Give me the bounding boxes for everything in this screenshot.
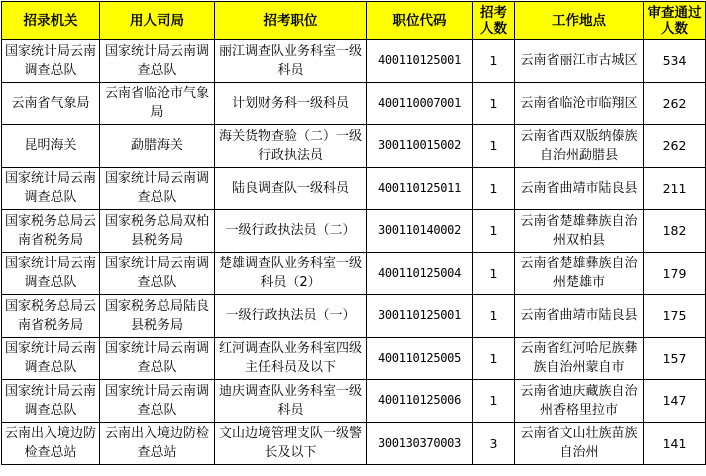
- cell-agency: 国家统计局云南调查总队: [2, 337, 100, 380]
- cell-agency: 云南省气象局: [2, 82, 100, 125]
- cell-location: 云南省迪庆藏族自治州香格里拉市: [515, 380, 644, 423]
- cell-code: 400110125004: [367, 252, 473, 295]
- cell-passed: 534: [644, 40, 706, 83]
- table-row: [2, 422, 706, 465]
- table-header-row: [2, 2, 706, 40]
- cell-quota: 1: [473, 82, 515, 125]
- cell-code: 400110007001: [367, 82, 473, 125]
- cell-quota: 3: [473, 422, 515, 465]
- cell-location: 云南省临沧市临翔区: [515, 82, 644, 125]
- header-position: 招考职位: [215, 2, 367, 40]
- cell-agency: 国家统计局云南调查总队: [2, 167, 100, 210]
- table-body: [2, 40, 706, 465]
- cell-quota: 1: [473, 252, 515, 295]
- cell-code: 300110015002: [367, 125, 473, 168]
- cell-quota: 1: [473, 295, 515, 338]
- header-employer: 用人司局: [100, 2, 215, 40]
- header-agency: 招录机关: [2, 2, 100, 40]
- cell-employer: 勐腊海关: [100, 125, 215, 168]
- recruitment-table: [1, 1, 706, 465]
- cell-passed: 141: [644, 422, 706, 465]
- cell-employer: 国家税务总局双柏县税务局: [100, 210, 215, 253]
- cell-position: 文山边境管理支队一级警长及以下: [215, 422, 367, 465]
- cell-passed: 182: [644, 210, 706, 253]
- cell-agency: 国家税务总局云南省税务局: [2, 210, 100, 253]
- cell-passed: 211: [644, 167, 706, 210]
- table-row: [2, 210, 706, 253]
- header-quota: 招考人数: [473, 2, 515, 40]
- cell-code: 300130370003: [367, 422, 473, 465]
- cell-quota: 1: [473, 167, 515, 210]
- cell-position: 海关货物查验（二）一级行政执法员: [215, 125, 367, 168]
- cell-passed: 179: [644, 252, 706, 295]
- cell-position: 丽江调查队业务科室一级科员: [215, 40, 367, 83]
- cell-employer: 国家统计局云南调查总队: [100, 40, 215, 83]
- cell-position: 一级行政执法员（一）: [215, 295, 367, 338]
- cell-agency: 国家税务总局云南省税务局: [2, 295, 100, 338]
- cell-position: 红河调查队业务科室四级主任科员及以下: [215, 337, 367, 380]
- cell-location: 云南省文山壮族苗族自治州: [515, 422, 644, 465]
- cell-position: 陆良调查队一级科员: [215, 167, 367, 210]
- table-row: [2, 295, 706, 338]
- table-row: [2, 380, 706, 423]
- cell-employer: 国家税务总局陆良县税务局: [100, 295, 215, 338]
- cell-position: 一级行政执法员（二）: [215, 210, 367, 253]
- cell-employer: 国家统计局云南调查总队: [100, 380, 215, 423]
- cell-employer: 国家统计局云南调查总队: [100, 167, 215, 210]
- cell-position: 楚雄调查队业务科室一级科员（2）: [215, 252, 367, 295]
- cell-location: 云南省楚雄彝族自治州楚雄市: [515, 252, 644, 295]
- cell-code: 400110125005: [367, 337, 473, 380]
- cell-location: 云南省丽江市古城区: [515, 40, 644, 83]
- cell-agency: 云南出入境边防检查总站: [2, 422, 100, 465]
- table-row: [2, 125, 706, 168]
- cell-passed: 262: [644, 125, 706, 168]
- cell-location: 云南省红河哈尼族彝族自治州蒙自市: [515, 337, 644, 380]
- cell-quota: 1: [473, 337, 515, 380]
- cell-code: 400110125001: [367, 40, 473, 83]
- header-code: 职位代码: [367, 2, 473, 40]
- cell-quota: 1: [473, 380, 515, 423]
- cell-agency: 国家统计局云南调查总队: [2, 380, 100, 423]
- table-row: [2, 82, 706, 125]
- table-row: [2, 252, 706, 295]
- cell-location: 云南省西双版纳傣族自治州勐腊县: [515, 125, 644, 168]
- cell-passed: 157: [644, 337, 706, 380]
- cell-employer: 云南省临沧市气象局: [100, 82, 215, 125]
- header-location: 工作地点: [515, 2, 644, 40]
- cell-code: 300110125001: [367, 295, 473, 338]
- cell-code: 400110125011: [367, 167, 473, 210]
- table-row: [2, 167, 706, 210]
- cell-passed: 262: [644, 82, 706, 125]
- cell-position: 迪庆调查队业务科室一级科员: [215, 380, 367, 423]
- header-passed: 审查通过人数: [644, 2, 706, 40]
- cell-agency: 昆明海关: [2, 125, 100, 168]
- cell-quota: 1: [473, 125, 515, 168]
- cell-passed: 147: [644, 380, 706, 423]
- cell-location: 云南省楚雄彝族自治州双柏县: [515, 210, 644, 253]
- cell-agency: 国家统计局云南调查总队: [2, 252, 100, 295]
- cell-employer: 国家统计局云南调查总队: [100, 337, 215, 380]
- table-row: [2, 337, 706, 380]
- cell-quota: 1: [473, 210, 515, 253]
- cell-quota: 1: [473, 40, 515, 83]
- cell-passed: 175: [644, 295, 706, 338]
- cell-agency: 国家统计局云南调查总队: [2, 40, 100, 83]
- cell-location: 云南省曲靖市陆良县: [515, 295, 644, 338]
- cell-code: 300110140002: [367, 210, 473, 253]
- cell-location: 云南省曲靖市陆良县: [515, 167, 644, 210]
- cell-employer: 国家统计局云南调查总队: [100, 252, 215, 295]
- table-row: [2, 40, 706, 83]
- cell-code: 400110125006: [367, 380, 473, 423]
- cell-employer: 云南出入境边防检查总站: [100, 422, 215, 465]
- cell-position: 计划财务科一级科员: [215, 82, 367, 125]
